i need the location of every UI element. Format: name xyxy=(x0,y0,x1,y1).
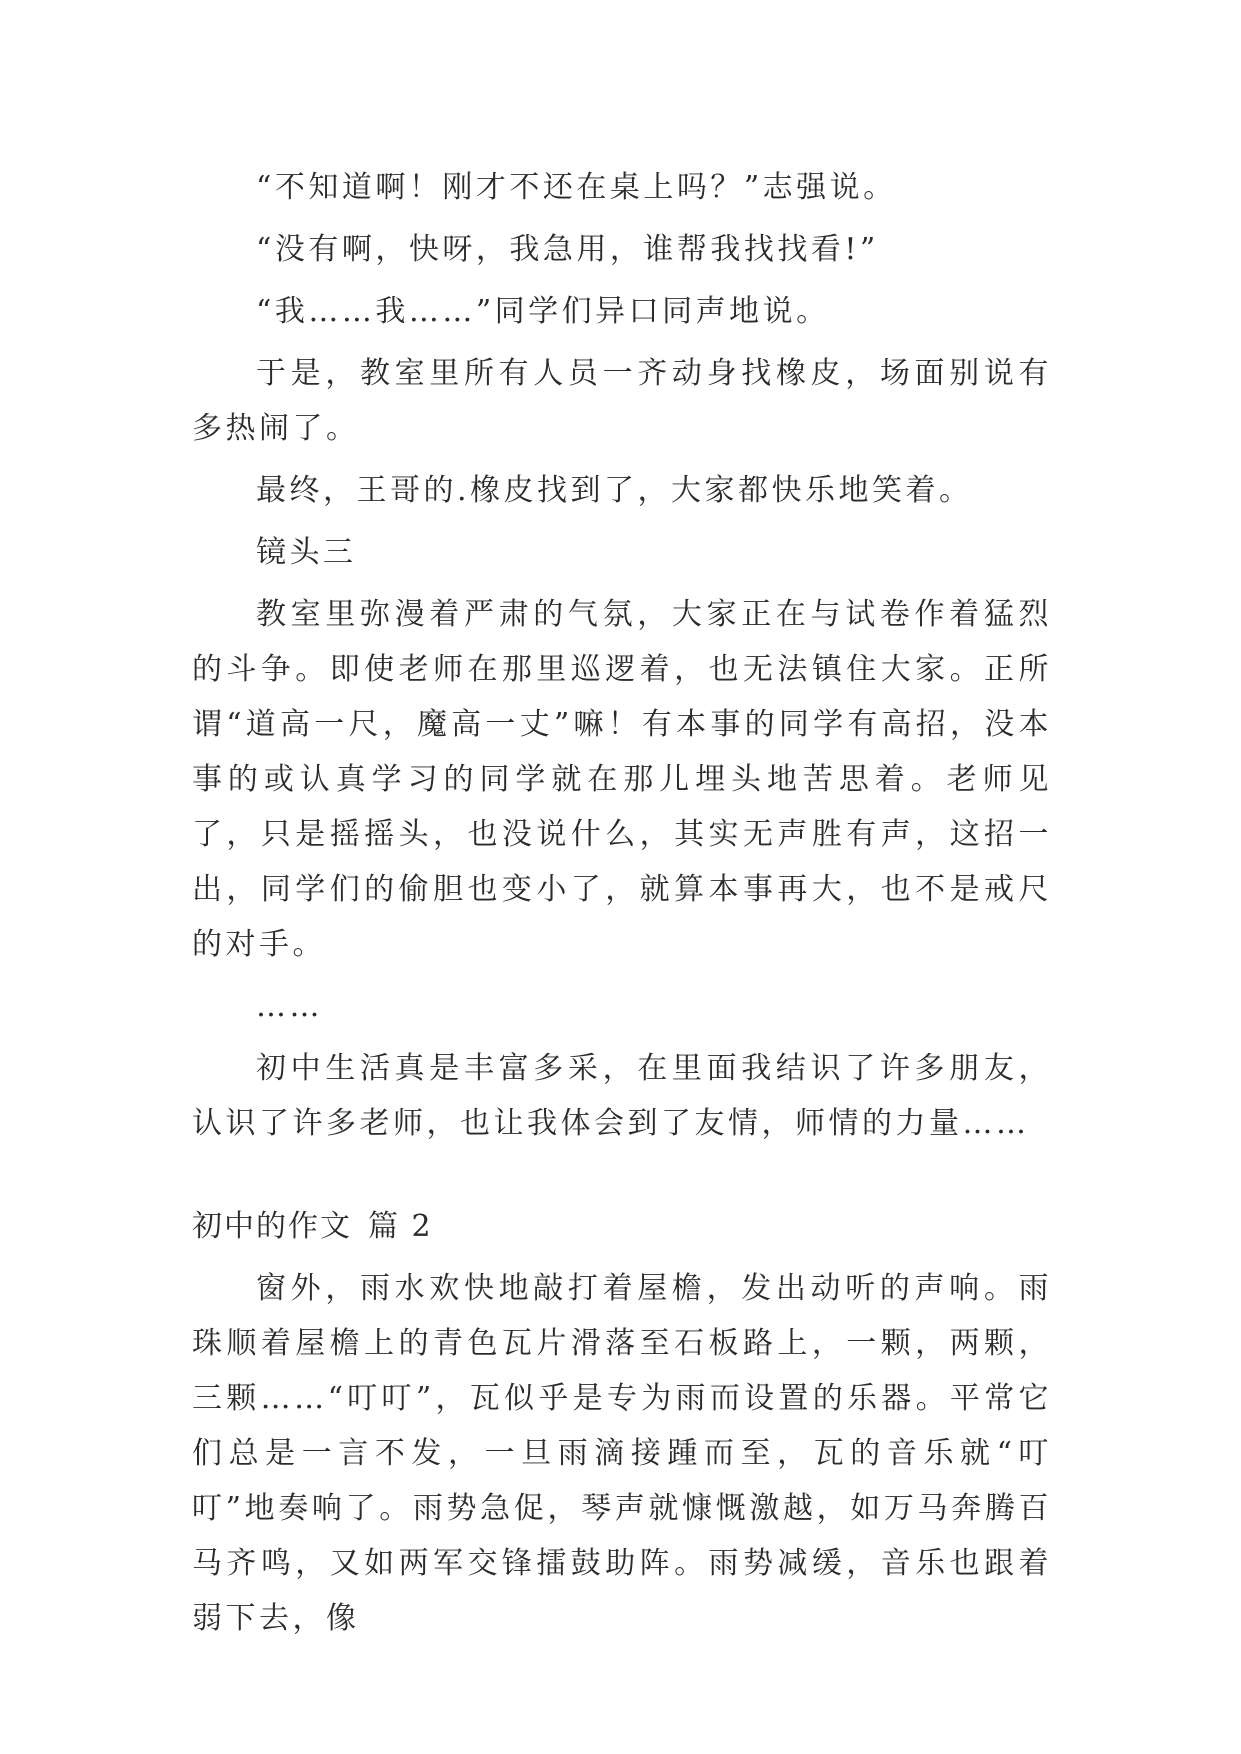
paragraph: 初中生活真是丰富多采，在里面我结识了许多朋友，认识了许多老师，也让我体会到了友情，师情的力量…… xyxy=(192,1051,1052,1141)
paragraph: 窗外，雨水欢快地敲打着屋檐，发出动听的声响。雨珠顺着屋檐上的青色瓦片滑落至石板路上，一颗，两颗，三颗……“叮叮”，瓦似乎是专为雨而设置的乐器。平常它们总是一言不发，一旦雨滴接踵而至，瓦的音乐就“叮叮”地奏响了。雨势急促，琴声就慷慨激越，如万马奔腾百马齐鸣，又如两军交锋擂鼓助阵。雨势减缓，音乐也跟着弱下去，像 xyxy=(192,1271,1052,1636)
article-number: 篇 2 xyxy=(368,1209,433,1244)
paragraph: “没有啊，快呀，我急用，谁帮我找找看!” xyxy=(256,232,879,267)
section-heading: 镜头三 xyxy=(256,535,357,570)
paragraph: 教室里弥漫着严肃的气氛，大家正在与试卷作着猛烈的斗争。即使老师在那里巡逻着，也无法镇住大家。正所谓“道高一尺，魔高一丈”嘛！有本事的同学有高招，没本事的或认真学习的同学就在那儿埋头地苦思着。老师见了，只是摇摇头，也没说什么，其实无声胜有声，这招一出，同学们的偷胆也变小了，就算本事再大，也不是戒尺的对手。 xyxy=(192,597,1052,962)
paragraph: “不知道啊！刚才不还在桌上吗？”志强说。 xyxy=(256,170,897,205)
paragraph: 最终，王哥的.橡皮找到了，大家都快乐地笑着。 xyxy=(256,473,973,508)
ellipsis-paragraph: …… xyxy=(256,989,323,1024)
article-title xyxy=(192,1199,1052,1254)
paragraph: “我……我……”同学们异口同声地说。 xyxy=(256,294,830,329)
document-body xyxy=(192,160,1052,1646)
paragraph: 于是，教室里所有人员一齐动身找橡皮，场面别说有多热闹了。 xyxy=(192,356,1052,446)
article-title-text: 初中的作文 xyxy=(192,1209,352,1244)
